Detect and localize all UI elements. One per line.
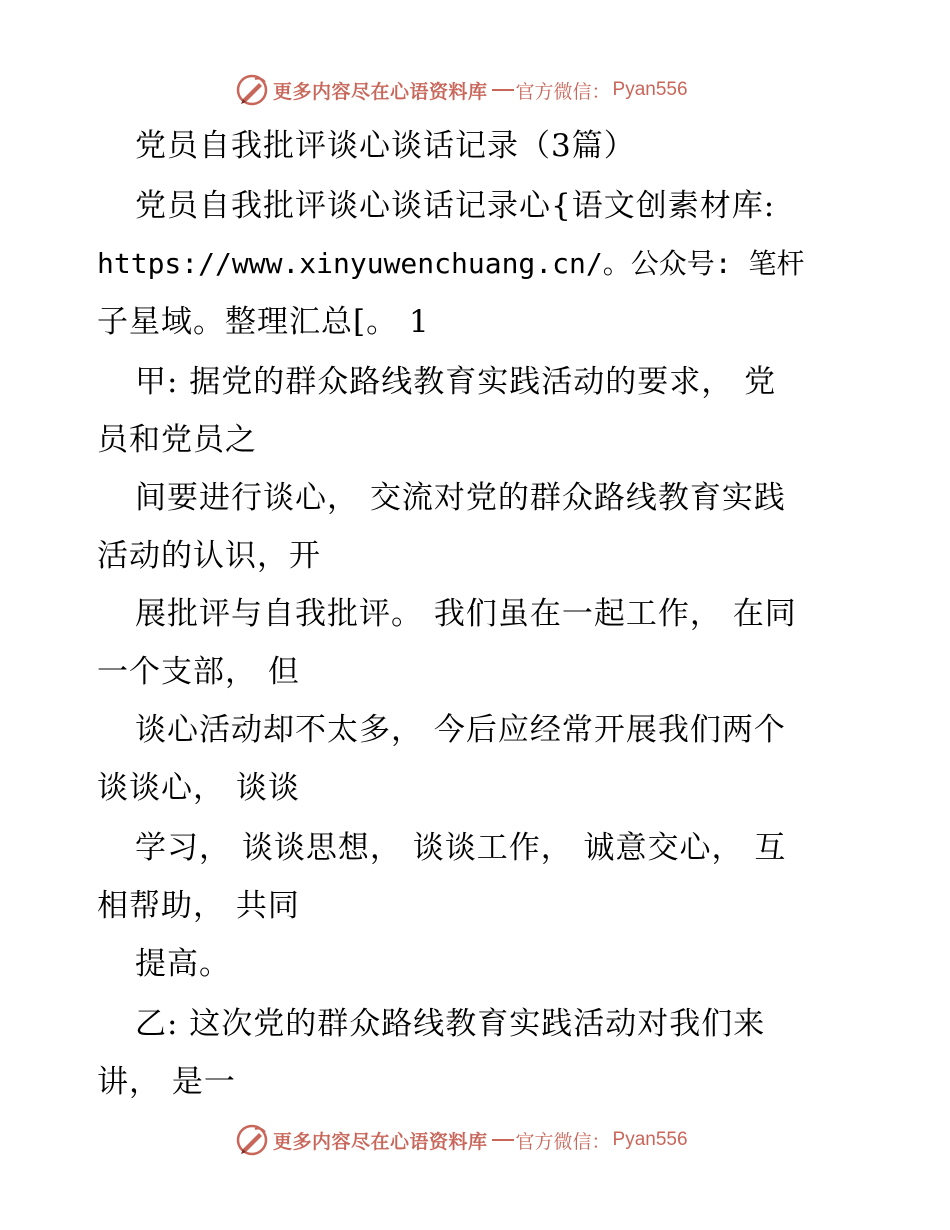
banner-wechat-id: Pyan556 <box>612 1129 688 1150</box>
banner-wechat-label: 官方微信： <box>515 1130 611 1153</box>
paragraph-line-url: https://www.xinyuwenchuang.cn/。公众号: 笔杆 <box>97 247 805 280</box>
banner-brand-text: 更多内容尽在心语资料库 <box>273 1130 488 1153</box>
paragraph-line: 员和党员之 <box>97 422 257 458</box>
pen-logo-icon <box>235 73 269 107</box>
paragraph-line: 党员自我批评谈心谈话记录心{语文创素材库: <box>135 188 776 224</box>
paragraph-line: 一个支部， 但 <box>97 654 300 690</box>
paragraph-line: 相帮助， 共同 <box>97 888 300 924</box>
paragraph-line: 乙: 这次党的群众路线教育实践活动对我们来 <box>135 1006 766 1042</box>
paragraph-line: 子星域。整理汇总[。 1 <box>97 304 430 340</box>
banner-brand-text: 更多内容尽在心语资料库 <box>273 80 488 103</box>
paragraph-line: 间要进行谈心， 交流对党的群众路线教育实践 <box>135 480 786 516</box>
paragraph-line: 学习， 谈谈思想， 谈谈工作， 诚意交心， 互 <box>135 830 787 866</box>
footer-banner <box>235 1122 688 1158</box>
paragraph-line: 讲， 是一 <box>97 1064 236 1100</box>
paragraph-line: 活动的认识，开 <box>97 538 321 574</box>
banner-wechat-label: 官方微信： <box>515 80 611 103</box>
paragraph-line: 谈谈心， 谈谈 <box>97 770 300 806</box>
document-title: 党员自我批评谈心谈话记录（3篇） <box>135 128 636 164</box>
pen-logo-icon <box>235 1123 269 1157</box>
banner-dash <box>492 1139 514 1141</box>
banner-dash <box>492 89 514 91</box>
paragraph-line: 展批评与自我批评。 我们虽在一起工作， 在同 <box>135 596 797 632</box>
banner-wechat-id: Pyan556 <box>612 79 688 100</box>
paragraph-line: 甲: 据党的群众路线教育实践活动的要求， 党 <box>135 364 777 400</box>
paragraph-line: 谈心活动却不太多， 今后应经常开展我们两个 <box>135 712 786 748</box>
header-banner <box>235 72 688 108</box>
paragraph-line: 提高。 <box>135 946 231 982</box>
